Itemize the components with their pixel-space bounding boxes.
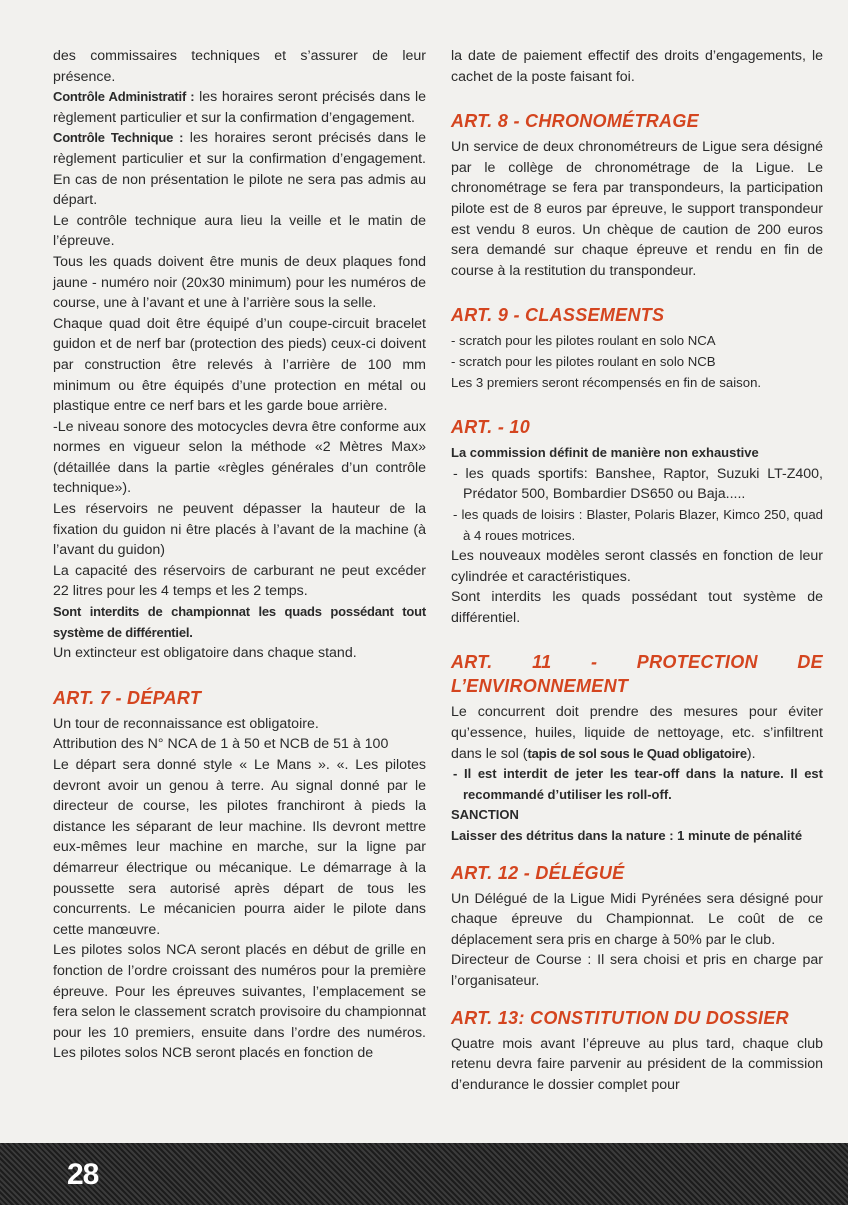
paragraph-text: Le concurrent doit prendre des mesures pour éviter qu’essence, huiles, liquide de nettoyage, etc. s’infiltrent dans le sol ( xyxy=(451,704,823,762)
list-item: - scratch pour les pilotes roulant en solo NCB xyxy=(451,353,716,369)
paragraph: Quatre mois avant l’épreuve au plus tard, chaque club retenu devra faire parvenir au président de la commission d’endurance le dossier complet pour xyxy=(451,1035,823,1093)
paragraph: Les nouveaux modèles seront classés en fonction de leur cylindrée et caractéristiques. xyxy=(451,548,823,585)
list-item: - les quads sportifs: Banshee, Raptor, Suzuki LT-Z400, Prédator 500, Bombardier DS650 ou Baja..... xyxy=(453,465,823,503)
paragraph: Sont interdits les quads possédant tout système de différentiel. xyxy=(451,589,823,626)
paragraph: Chaque quad doit être équipé d’un coupe-circuit bracelet guidon et de nerf bar (protection des pieds) ceux-ci doivent par construction être relevés à l’arrière de 100 mm minimum ou être équipés d’une protection en métal ou plastique entre ce nerf bars et les garde boue arrière. xyxy=(53,315,426,415)
paragraph: Attribution des N° NCA de 1 à 50 et NCB de 51 à 100 xyxy=(53,736,389,753)
paragraph: la date de paiement effectif des droits d’engagements, le cachet de la poste faisant foi. xyxy=(451,48,823,85)
paragraph: La capacité des réservoirs de carburant ne peut excéder 22 litres pour les 4 temps et les 2 temps. xyxy=(53,562,426,600)
paragraph: Un service de deux chronométreurs de Ligue sera désigné par le collège de chronométrage de la Ligue. Le chronométrage se fera par transpondeurs, la participation pilote est de 8 euros par épreuve, le support transpondeur est vendu 8 euros. Un chèque de caution de 200 euros sera demandé sur chaque épreuve et rendu en fin de course à la restitution du transpondeur. xyxy=(451,139,823,279)
article-heading: ART. 12 - DÉLÉGUÉ xyxy=(451,862,625,883)
bold-paragraph: Laisser des détritus dans la nature : 1 minute de pénalité xyxy=(451,828,803,844)
paragraph: Les réservoirs ne peuvent dépasser la hauteur de la fixation du guidon ni être placés à l’avant de la machine (à l’avant du guidon) xyxy=(53,501,426,559)
paragraph xyxy=(53,87,426,128)
article-heading: ART. - 10 xyxy=(451,417,531,438)
paragraph xyxy=(53,128,426,210)
article-heading: ART. 13: CONSTITUTION DU DOSSIER xyxy=(451,1007,789,1028)
paragraph-text: les horaires seront précisés dans le règlement particulier et sur la confirmation d’engagement. xyxy=(53,89,426,126)
paragraph-text: les horaires seront précisés dans le règlement particulier et sur la confirmation d’engagement. En cas de non présentation le pilote ne sera pas admis au départ. xyxy=(53,130,426,209)
bold-paragraph: Sont interdits de championnat les quads possédant tout système de différentiel. xyxy=(53,604,426,640)
paragraph: Les 3 premiers seront récompensés en fin de saison. xyxy=(451,374,762,390)
paragraph: Tous les quads doivent être munis de deux plaques fond jaune - numéro noir (20x30 minimum) pour les numéros de course, une à l’avant et une à l’arrière sous la selle. xyxy=(53,253,426,312)
paragraph: Un Délégué de la Ligue Midi Pyrénées sera désigné pour chaque épreuve du Championnat. Le coût de ce déplacement sera pris en charge à 50% par le club. xyxy=(451,890,823,948)
paragraph: Directeur de Course : Il sera choisi et pris en charge par l’organisateur. xyxy=(451,952,823,989)
bold-paragraph: - Il est interdit de jeter les tear-off dans la nature. Il est recommandé d’utiliser les roll-off. xyxy=(453,766,823,802)
page-number: 28 xyxy=(67,1158,99,1191)
bold-label: Contrôle Technique : xyxy=(53,130,184,146)
paragraph: Le départ sera donné style « Le Mans ». «. Les pilotes devront avoir un genou à terre. Au signal donné par le directeur de course, les pilotes franchiront à pieds la distance les séparant de leur machine. Ils devront mettre eux-mêmes leur machine en marche, sur la ligne par démarreur électrique ou mécanique. Le démarrage à la poussette sera autorisé après départ de tous les concurrents. Le mécanicien pourra aider le pilote dans cette manœuvre. xyxy=(53,757,426,938)
paragraph xyxy=(451,702,823,764)
paragraph: -Le niveau sonore des motocycles devra être conforme aux normes en vigueur selon la méthode «2 Mètres Max» (détaillée dans la partie «règles générales d’un contrôle technique»). xyxy=(53,418,427,497)
article-heading: ART. 7 - DÉPART xyxy=(53,687,202,708)
list-item: - les quads de loisirs : Blaster, Polaris Blazer, Kimco 250, quad à 4 roues motrices. xyxy=(453,506,823,543)
bold-paragraph: La commission définit de manière non exhaustive xyxy=(451,445,759,461)
bold-label: Contrôle Administratif : xyxy=(53,89,195,105)
left-column xyxy=(53,46,426,1064)
list-item: - scratch pour les pilotes roulant en solo NCA xyxy=(451,333,716,349)
paragraph: Les pilotes solos NCA seront placés en début de grille en fonction de l’ordre croissant des numéros pour la première épreuve. Pour les épreuves suivantes, l’emplacement se fera selon le classement scratch provisoire du championnat pour les 10 premiers, ensuite dans l’ordre des numéros. Les pilotes solos NCB seront placés en fonction de xyxy=(53,942,427,1062)
paragraph: des commissaires techniques et s’assurer de leur présence. xyxy=(53,48,426,85)
article-heading: ART. 8 - CHRONOMÉTRAGE xyxy=(451,111,699,132)
paragraph: Un extincteur est obligatoire dans chaque stand. xyxy=(53,645,357,662)
bold-text: tapis de sol sous le Quad obligatoire xyxy=(527,745,747,761)
paragraph: Un tour de reconnaissance est obligatoire. xyxy=(53,715,319,732)
article-heading: ART. 11 - PROTECTION DE L’ENVIRONNEMENT xyxy=(451,652,823,697)
page-footer-band xyxy=(0,1143,848,1205)
right-column xyxy=(451,46,823,1095)
sanction-label: SANCTION xyxy=(451,807,519,823)
paragraph-text: ). xyxy=(746,745,756,762)
paragraph: Le contrôle technique aura lieu la veille et le matin de l’épreuve. xyxy=(53,212,426,250)
article-heading: ART. 9 - CLASSEMENTS xyxy=(451,305,665,326)
